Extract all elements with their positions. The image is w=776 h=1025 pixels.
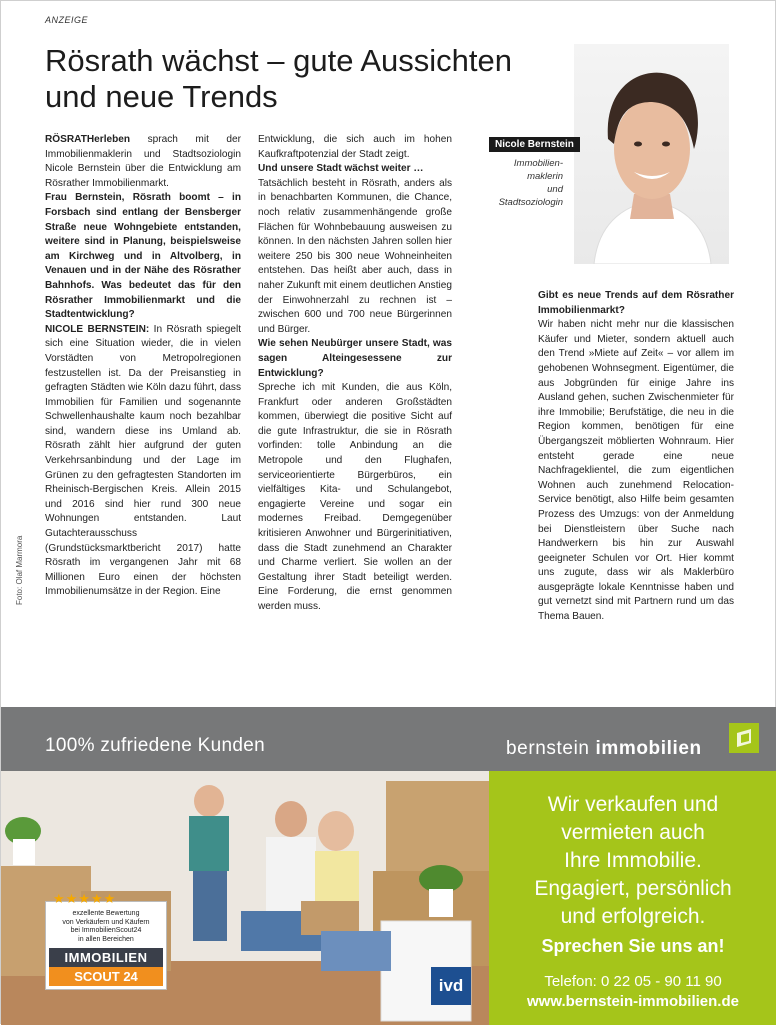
phone-number: Telefon: 0 22 05 - 90 11 90	[544, 973, 722, 990]
paragraph: Entwicklung, die sich auch im hohen Kaufkraftpotenzial der Stadt zeigt.	[258, 134, 452, 160]
brand-logo-icon	[729, 723, 759, 753]
answer: Wir haben nicht mehr nur die klassischen Käufer und Mieter, sondern aktuell auch den Trend »Miete auf Zeit« – vor allem im gehobenen Wohnsegment. Eigentümer, die aus Jobgründen für einige Jahre ins Ausland gehen, suchen Zwischenmieter für ihre Immobilie; Berufstätige, die neu in die Region kommen, benötigen für eine Übergangszeit möblierten Wohnraum. Hier entsteht gerade eine neue Nachfrageklientel, die zum eigentlichen Wohnen auch zunehmend Relocation-Service benötigt, also Hilfe beim gesamten Prozess des Umzugs: von der Anmeldung bei Dienstleistern über Suche nach Handwerkern bis hin zur Auswahl geeigneter Schulen vor Ort. Hier kommt uns zugute, dass wir als Maklerbüro ausgeprägte lokale Kenntnisse haben und gut vernetzt sind mit Partnern rund um das Thema Bauen.	[538, 319, 734, 623]
call-to-action: Sprechen Sie uns an!	[541, 936, 725, 956]
portrait-name: Nicole Bernstein	[489, 137, 580, 152]
rating-stars: ★★★★★	[53, 891, 117, 906]
article-column-1	[45, 133, 241, 600]
immobilienscout-badge	[45, 891, 167, 990]
brand-name: bernstein immobilien	[506, 738, 702, 759]
portrait-illustration	[574, 44, 729, 264]
ad-claim: 100% zufriedene Kunden	[45, 735, 265, 756]
portrait-role: Immobilien- maklerin und Stadtsoziologin	[498, 158, 563, 208]
scout-logo-bottom: SCOUT 24	[49, 967, 163, 986]
question: Gibt es neue Trends auf dem Rösrather Immobilienmarkt?	[538, 290, 734, 316]
scout-logo-top: IMMOBILIEN	[49, 948, 163, 967]
rating-text: exzellente Bewertung von Verkäufern und Käufern bei ImmobilienScout24 in allen Bereichen	[62, 910, 150, 943]
ivd-logo: ivd	[431, 967, 471, 1005]
photo-credit: Foto: Olaf Marmora	[15, 535, 24, 605]
paragraph: RÖSRATHerleben sprach mit der Immobilienmaklerin und Stadtsoziologin Nicole Bernstein über die Entwicklung am Rösrather Immobilienmarkt.	[45, 134, 241, 189]
question: Frau Bernstein, Rösrath boomt – in Forsbach sind entlang der Bensberger Straße neue Wohngebiete entstanden, weitere sind in Planung, beispielsweise am Kirchweg und in Altvolberg, in Venauen und in der Nähe des Rösrather Bahnhofs. Was bedeutet das für den Rösrather Immobilienmarkt und die Stadtentwicklung?	[45, 192, 241, 321]
ad-header-bar	[1, 707, 776, 771]
answer: NICOLE BERNSTEIN: In Rösrath spiegelt sich eine Situation wieder, die in vielen Vorstädten von Metropolregionen festzustellen ist. Da der Preisanstieg in gefragten Städten wie Köln dazu führt, dass Immobilien für Familien und sogenannte Schwellenhaushalte kaum noch bezahlbar sind, wandern diese ins Umland ab. Rösrath zählt hier aufgrund der guten Verkehrsanbindung und der Lage im Grünen zu den gefragtesten Standorten im Rheinisch-Bergischen Kreis. Allein 2015 und 2016 sind hier rund 300 neue Wohnungen entstanden. Laut Gutachterausschuss (Grundstücksmarktbericht 2017) hatte Rösrath im vergangenen Jahr mit 68 Millionen Euro einen der höchsten Immobilienumsätze in der Region. Eine	[45, 323, 242, 598]
ad-contact-panel	[489, 771, 776, 1025]
question: Wie sehen Neubürger unsere Stadt, was sagen Alteingesessene zur Entwicklung?	[258, 338, 452, 379]
website-link[interactable]: www.bernstein-immobilien.de	[527, 993, 739, 1010]
portrait-photo	[574, 44, 729, 264]
ad-slogan: Wir verkaufen und vermieten auch Ihre Immobilie. Engagiert, persönlich und erfolgreich.	[534, 793, 732, 928]
answer: Tatsächlich besteht in Rösrath, anders als in benachbarten Kommunen, die Chance, noch relativ zusammenhängende große Flächen für Wohnbebauung ausweisen zu können. In den nächsten Jahren sollen hier weitere 250 bis 300 neue Wohneinheiten entstehen. Das heißt aber auch, dass in naher Zukunft mit einem deutlichen Anstieg der Einwohnerzahl zu rechnen ist – zwischen 600 und 700 neue Bürgerinnen und Bürger.	[258, 177, 452, 335]
advertisement-label: ANZEIGE	[45, 15, 89, 25]
rating-box	[45, 891, 167, 990]
article-column-2	[258, 133, 452, 615]
answer: Spreche ich mit Kunden, die aus Köln, Frankfurt oder anderen Großstädten kommen, überwiegt die positive Sicht auf die gute Infrastruktur, die sie in Rösrath vorfinden: tolle Anbindung an die Metropole und den Flughafen, serviceorientierte Bürgerbüros, ein vielfältiges Kita- und Schulangebot, engagierte Vereine und sogar ein modernes Freibad. Demgegenüber kritisieren Anwohner und Bürgerinitiativen, dass die Stadt zunehmend an Charakter und Charme verliert. Sie wollen an der Gestaltung ihrer Stadt beteiligt werden. Eine Forderung, die ernst genommen werden muss.	[258, 382, 452, 612]
article-column-3	[538, 289, 734, 625]
headline: Rösrath wächst – gute Aussichten und neue Trends	[45, 43, 512, 114]
question: Und unsere Stadt wächst weiter …	[258, 163, 424, 175]
